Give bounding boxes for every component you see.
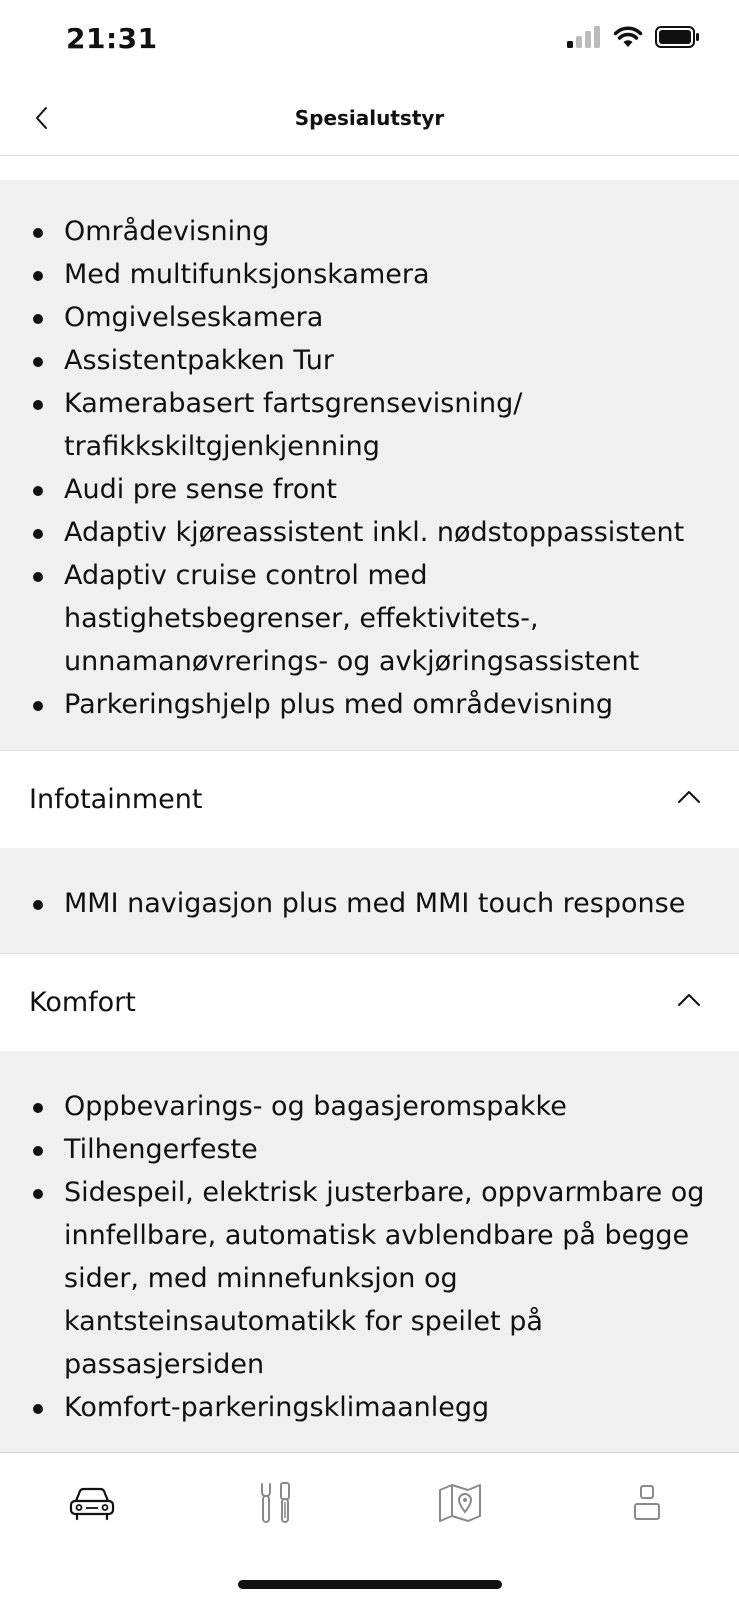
list-item: Parkeringshjelp plus med områdevisning xyxy=(64,683,719,726)
content-area[interactable] xyxy=(0,180,739,1453)
home-indicator xyxy=(238,1580,502,1589)
status-time: 21:31 xyxy=(66,22,158,55)
map-icon xyxy=(437,1482,483,1524)
list-item: Audi pre sense front xyxy=(64,468,719,511)
navigation-bar xyxy=(0,82,739,156)
list-item: Komfort-parkeringsklimaanlegg xyxy=(64,1386,719,1429)
tab-map[interactable] xyxy=(430,1475,490,1531)
section-header-infotainment[interactable] xyxy=(0,750,739,848)
list-item: Områdevisning xyxy=(64,210,719,253)
list-item: MMI navigasjon plus med MMI touch response xyxy=(64,882,719,925)
list-item: Adaptiv cruise control med hastighetsbegrenser, effektivitets-, unnamanøvrerings- og avkjøringsassistent xyxy=(64,554,719,683)
list-item: Oppbevarings- og bagasjeromspakke xyxy=(64,1085,719,1128)
cellular-signal-icon xyxy=(567,26,601,48)
komfort-list xyxy=(0,1051,739,1453)
wifi-icon xyxy=(613,26,643,48)
service-tools-icon xyxy=(256,1480,296,1526)
tab-profile[interactable] xyxy=(617,1475,677,1531)
list-item: Omgivelseskamera xyxy=(64,296,719,339)
tab-service[interactable] xyxy=(246,1475,306,1531)
list-item: Sidespeil, elektrisk justerbare, oppvarmbare og innfellbare, automatisk avblendbare på begge sider, med minnefunksjon og kantsteinsautomatikk for speilet på passasjersiden xyxy=(64,1171,719,1386)
section-title: Komfort xyxy=(29,987,136,1018)
tab-bar xyxy=(0,1452,739,1600)
infotainment-list xyxy=(0,848,739,953)
list-item: Assistentpakken Tur xyxy=(64,339,719,382)
battery-icon xyxy=(655,26,701,48)
list-item: Kamerabasert fartsgrensevisning/ trafikkskiltgjenkjenning xyxy=(64,382,719,468)
list-item: Med multifunksjonskamera xyxy=(64,253,719,296)
status-icons xyxy=(567,26,701,48)
section-header-komfort[interactable] xyxy=(0,953,739,1051)
list-item: Adaptiv kjøreassistent inkl. nødstoppassistent xyxy=(64,511,719,554)
tab-vehicle[interactable] xyxy=(62,1475,122,1531)
section-title: Infotainment xyxy=(29,784,203,815)
status-bar xyxy=(0,0,739,82)
car-icon xyxy=(68,1483,116,1523)
profile-icon xyxy=(632,1483,662,1523)
list-item: Tilhengerfeste xyxy=(64,1128,719,1171)
assist-equipment-list xyxy=(0,180,739,750)
page-title: Spesialutstyr xyxy=(294,106,445,130)
chevron-up-icon xyxy=(677,992,701,1008)
chevron-up-icon xyxy=(677,789,701,805)
